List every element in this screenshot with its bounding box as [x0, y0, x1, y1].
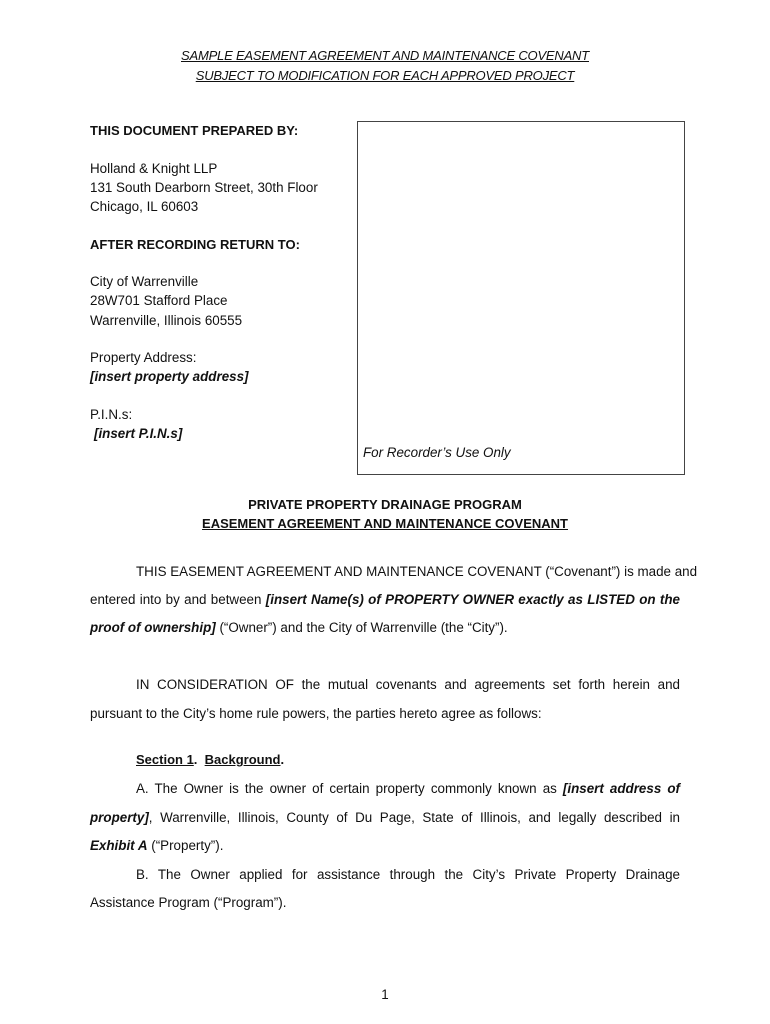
prepared-by-line-2: 131 South Dearborn Street, 30th Floor: [90, 180, 318, 195]
para-a-line-1: A. The Owner is the owner of certain property commonly known as [insert address of: [136, 781, 680, 796]
para1-line-1: THIS EASEMENT AGREEMENT AND MAINTENANCE COVENANT (“Covenant”) is made and: [136, 564, 698, 579]
return-to-line-2: 28W701 Stafford Place: [90, 293, 228, 308]
para-b-line-2: Assistance Program (“Program”).: [90, 895, 287, 910]
prepared-by-line-1: Holland & Knight LLP: [90, 161, 218, 176]
recorder-use-label: For Recorder’s Use Only: [363, 445, 511, 460]
return-to-line-3: Warrenville, Illinois 60555: [90, 313, 243, 328]
para1-line-3: proof of ownership] (“Owner”) and the City of Warrenville (the “City”).: [90, 620, 508, 635]
pins-value: [insert P.I.N.s]: [94, 426, 183, 441]
para-a-line-3: Exhibit A (“Property”).: [90, 838, 224, 853]
para2-line-1: IN CONSIDERATION OF the mutual covenants and agreements set forth herein and: [136, 677, 680, 692]
para-a-line-2: property], Warrenville, Illinois, County of Du Page, State of Illinois, and legally described in: [90, 810, 680, 825]
return-to-heading: AFTER RECORDING RETURN TO:: [90, 237, 300, 252]
property-address-value: [insert property address]: [90, 369, 249, 384]
para1-line-2: entered into by and between [insert Name(s) of PROPERTY OWNER exactly as LISTED on the: [90, 592, 680, 607]
document-title-line-1: PRIVATE PROPERTY DRAINAGE PROGRAM: [248, 497, 522, 512]
prepared-by-heading: THIS DOCUMENT PREPARED BY:: [90, 123, 299, 138]
section-1-heading: Section 1. Background.: [136, 752, 285, 767]
para2-line-2: pursuant to the City’s home rule powers, the parties hereto agree as follows:: [90, 706, 542, 721]
header-line-2: SUBJECT TO MODIFICATION FOR EACH APPROVED PROJECT: [195, 68, 575, 83]
return-to-line-1: City of Warrenville: [90, 274, 199, 289]
header-line-1: SAMPLE EASEMENT AGREEMENT AND MAINTENANCE COVENANT: [181, 48, 589, 63]
property-address-label: Property Address:: [90, 350, 197, 365]
document-title-line-2: EASEMENT AGREEMENT AND MAINTENANCE COVENANT: [202, 516, 568, 531]
prepared-by-line-3: Chicago, IL 60603: [90, 199, 199, 214]
para-b-line-1: B. The Owner applied for assistance through the City’s Private Property Drainage: [136, 867, 680, 882]
page-number: 1: [381, 987, 389, 1002]
pins-label: P.I.N.s:: [90, 407, 133, 422]
recorder-use-box: [357, 121, 685, 475]
